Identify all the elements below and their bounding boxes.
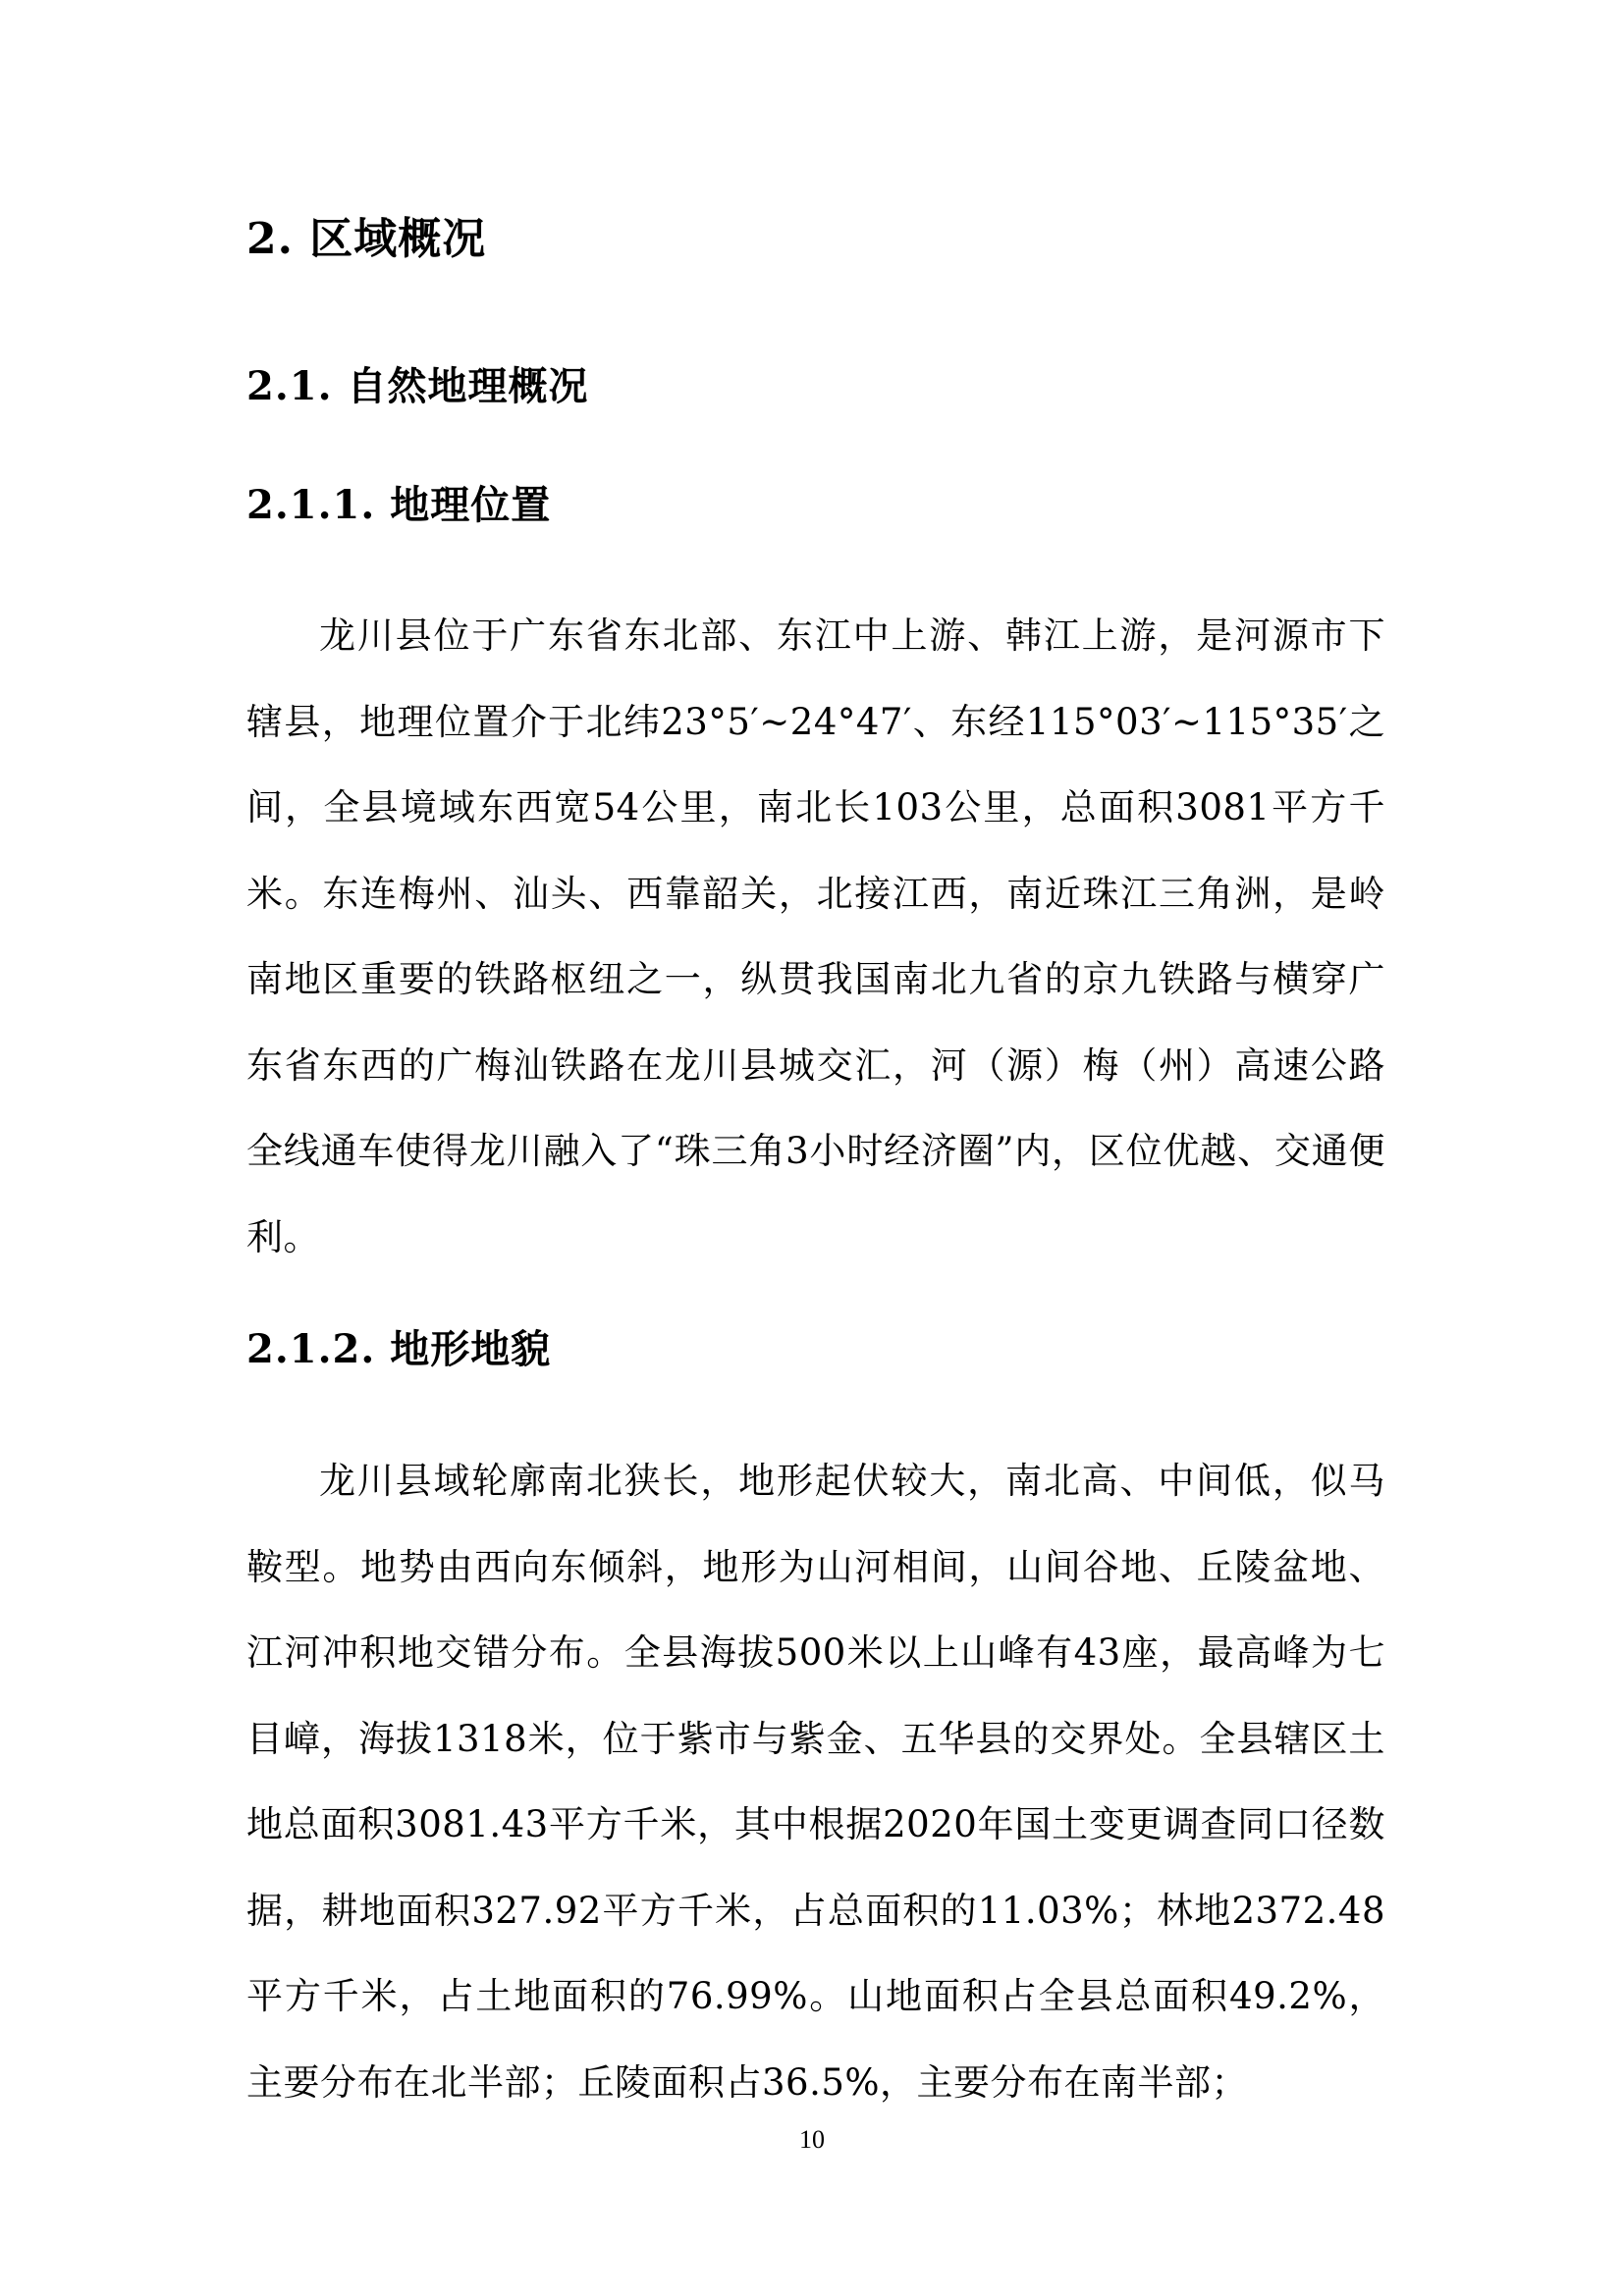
location-paragraph: 龙川县位于广东省东北部、东江中上游、韩江上游，是河源市下辖县，地理位置介于北纬23°5′~24°47′、东经115°03′~115°35′之间，全县境域东西宽54公里，南北长103公里，总面积3081平方千米。东连梅州、汕头、西靠韶关，北接江西，南近珠江三角洲，是岭南地区重要的铁路枢纽之一，纵贯我国南北九省的京九铁路与横穿广东省东西的广梅汕铁路在龙川县城交汇，河（源）梅（州）高速公路全线通车使得龙川融入了“珠三角3小时经济圈”内，区位优越、交通便利。 [246,614,1385,1258]
section-heading: 2. 区域概况 [246,214,487,264]
page-number: 10 [799,2125,825,2154]
location-heading: 2.1.1. 地理位置 [246,482,552,528]
terrain-heading: 2.1.2. 地形地貌 [246,1326,552,1372]
subsection-heading: 2.1. 自然地理概况 [246,363,589,409]
terrain-paragraph: 龙川县域轮廓南北狭长，地形起伏较大，南北高、中间低，似马鞍型。地势由西向东倾斜，地形为山河相间，山间谷地、丘陵盆地、江河冲积地交错分布。全县海拔500米以上山峰有43座，最高峰为七目嶂，海拔1318米，位于紫市与紫金、五华县的交界处。全县辖区土地总面积3081.43平方千米，其中根据2020年国土变更调查同口径数据，耕地面积327.92平方千米，占总面积的11.03%；林地2372.48平方千米，占土地面积的76.99%。山地面积占全县总面积49.2%，主要分布在北半部；丘陵面积占36.5%，主要分布在南半部； [246,1460,1385,2104]
